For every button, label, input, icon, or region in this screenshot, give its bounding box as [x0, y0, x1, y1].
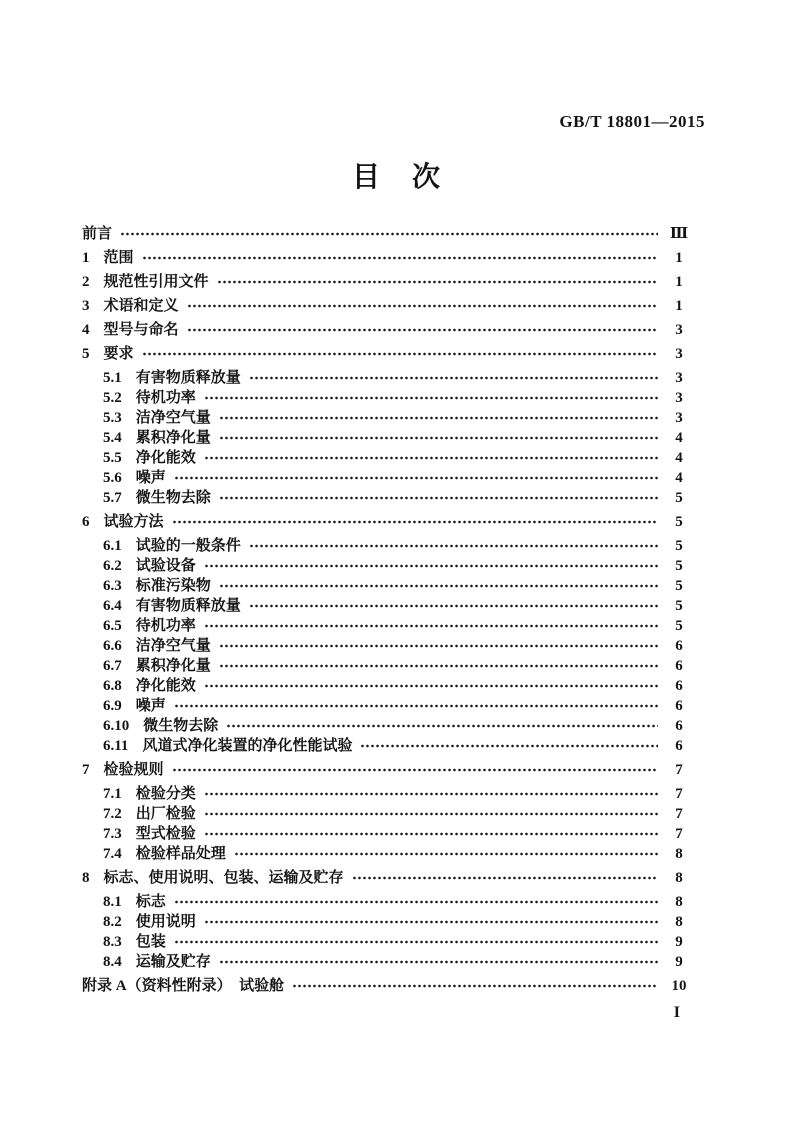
toc-leader-dots [187, 324, 658, 336]
toc-entry-page: 9 [675, 934, 683, 950]
toc-entry-label: 净化能效 [135, 450, 196, 466]
toc-entry-page: Ⅲ [669, 226, 689, 242]
toc-entry-number: 5.7 [103, 490, 122, 506]
toc-leader-dots [219, 492, 658, 504]
toc-leader-dots [204, 680, 658, 692]
toc-entry-label: 标准污染物 [135, 578, 211, 594]
toc-entry [82, 760, 694, 780]
toc-leader-dots [234, 848, 658, 860]
toc-entry-page: 6 [675, 658, 683, 674]
toc-entry-label: 检验样品处理 [135, 846, 226, 862]
toc-entry-page: 5 [675, 618, 683, 634]
toc-entry-page: 4 [675, 450, 683, 466]
toc-leader-dots [204, 828, 658, 840]
toc-entry-number: 8.2 [103, 914, 122, 930]
toc-entry [82, 468, 694, 488]
toc-entry-page: 8 [675, 894, 683, 910]
toc-leader-dots [219, 432, 658, 444]
toc-entry-page: 5 [675, 538, 683, 554]
toc-entry-number: 8.4 [103, 954, 122, 970]
toc-entry-page: 5 [675, 598, 683, 614]
toc-entry-page: 7 [675, 806, 683, 822]
toc-entry [82, 824, 694, 844]
toc-entry-number: 4 [82, 322, 90, 338]
toc-leader-dots [204, 392, 658, 404]
toc-leader-dots [204, 452, 658, 464]
toc-entry-label: 规范性引用文件 [103, 274, 209, 290]
toc-entry-label: 累积净化量 [135, 430, 211, 446]
toc-entry [82, 952, 694, 972]
toc-leader-dots [204, 916, 658, 928]
toc-entry-label: 检验分类 [135, 786, 196, 802]
toc-entry [82, 448, 694, 468]
toc-entry [82, 596, 694, 616]
toc-entry-page: 6 [675, 738, 683, 754]
toc-leader-dots [249, 600, 658, 612]
toc-entry-page: 7 [675, 786, 683, 802]
toc-entry-number: 5 [82, 346, 90, 362]
toc-entry-page: 7 [675, 762, 683, 778]
toc-entry-number: 6.5 [103, 618, 122, 634]
toc-entry-number: 6.1 [103, 538, 122, 554]
toc-entry-page: 6 [675, 678, 683, 694]
toc-entry-page: 4 [675, 430, 683, 446]
toc-entry-number: 6.3 [103, 578, 122, 594]
toc-leader-dots [219, 956, 658, 968]
toc-entry-page: 5 [675, 514, 683, 530]
toc-entry-label: 待机功率 [135, 618, 196, 634]
toc-entry [82, 784, 694, 804]
toc-leader-dots [174, 700, 658, 712]
toc-entry-number: 8.3 [103, 934, 122, 950]
toc-entry [82, 976, 694, 996]
toc-entry-label: 包装 [135, 934, 166, 950]
toc-entry-number: 6.9 [103, 698, 122, 714]
toc-entry-page: 3 [675, 322, 683, 338]
toc-entry-number: 7 [82, 762, 90, 778]
toc-leader-dots [142, 348, 658, 360]
toc-entry [82, 556, 694, 576]
toc-entry-page: 1 [675, 298, 683, 314]
toc-entry-label: 试验设备 [135, 558, 196, 574]
toc-entry-label: 微生物去除 [135, 490, 211, 506]
toc-entry-number: 6.11 [103, 738, 129, 754]
toc-entry-number: 6.6 [103, 638, 122, 654]
toc-entry-number: 3 [82, 298, 90, 314]
toc-entry-number: 6.4 [103, 598, 122, 614]
toc-entry-label: 有害物质释放量 [135, 370, 241, 386]
toc-entry-label: 型号与命名 [103, 322, 179, 338]
toc-entry [82, 296, 694, 316]
toc-entry-number: 7.4 [103, 846, 122, 862]
toc-entry-label: 风道式净化装置的净化性能试验 [142, 738, 353, 754]
toc-leader-dots [120, 228, 658, 240]
toc-entry [82, 932, 694, 952]
toc-entry-number: 8.1 [103, 894, 122, 910]
toc-entry [82, 248, 694, 268]
toc-entry-label: 洁净空气量 [135, 410, 211, 426]
toc-leader-dots [172, 516, 658, 528]
toc-entry-label: 累积净化量 [135, 658, 211, 674]
toc-entry [82, 804, 694, 824]
toc-entry [82, 736, 694, 756]
toc-entry-page: 8 [675, 914, 683, 930]
toc-entry-label: 术语和定义 [103, 298, 179, 314]
toc-entry-label: 标志、使用说明、包装、运输及贮存 [103, 870, 344, 886]
toc-entry-number: 7.3 [103, 826, 122, 842]
toc-entry [82, 320, 694, 340]
toc-entry [82, 488, 694, 508]
toc-entry [82, 536, 694, 556]
toc-entry-page: 4 [675, 470, 683, 486]
toc-leader-dots [219, 640, 658, 652]
toc-entry-number: 5.5 [103, 450, 122, 466]
toc-entry [82, 676, 694, 696]
toc-entry [82, 512, 694, 532]
toc-leader-dots [226, 720, 658, 732]
toc-entry-number: 2 [82, 274, 90, 290]
toc-entry [82, 224, 694, 244]
toc-entry-page: 8 [675, 846, 683, 862]
toc-leader-dots [219, 580, 658, 592]
toc-entry [82, 388, 694, 408]
toc-entry-number: 5.4 [103, 430, 122, 446]
toc-entry-label: 出厂检验 [135, 806, 196, 822]
toc-leader-dots [174, 936, 658, 948]
toc-entry-number: 6.2 [103, 558, 122, 574]
toc-entry [82, 892, 694, 912]
toc-leader-dots [219, 412, 658, 424]
toc-entry-label: 运输及贮存 [135, 954, 211, 970]
standard-code: GB/T 18801—2015 [559, 112, 705, 131]
toc-leader-dots [172, 764, 658, 776]
toc-entry-label: 噪声 [135, 470, 166, 486]
toc-entry-page: 5 [675, 558, 683, 574]
toc-entry-page: 9 [675, 954, 683, 970]
page-title: 目 次 [351, 162, 442, 193]
toc-entry-page: 3 [675, 410, 683, 426]
toc-entry-number: 5.6 [103, 470, 122, 486]
toc-entry-page: 10 [671, 978, 687, 994]
toc-entry-label: 附录 A（资料性附录） 试验舱 [82, 978, 285, 994]
toc-entry-label: 标志 [135, 894, 166, 910]
toc-entry-number: 5.2 [103, 390, 122, 406]
toc-entry-page: 6 [675, 698, 683, 714]
toc-entry-page: 8 [675, 870, 683, 886]
toc-entry-number: 6.10 [103, 718, 130, 734]
toc-entry-number: 6.8 [103, 678, 122, 694]
toc-leader-dots [292, 980, 658, 992]
toc-leader-dots [204, 560, 658, 572]
toc-entry [82, 616, 694, 636]
toc-entry [82, 408, 694, 428]
toc-list [82, 224, 694, 996]
toc-entry [82, 636, 694, 656]
toc-leader-dots [204, 620, 658, 632]
toc-entry [82, 844, 694, 864]
toc-entry-page: 1 [675, 250, 683, 266]
toc-entry [82, 716, 694, 736]
toc-entry-label: 噪声 [135, 698, 166, 714]
toc-entry-label: 试验方法 [103, 514, 164, 530]
toc-entry-label: 使用说明 [135, 914, 196, 930]
toc-entry [82, 868, 694, 888]
page-number: I [673, 1004, 680, 1021]
toc-entry-label: 型式检验 [135, 826, 196, 842]
toc-leader-dots [187, 300, 658, 312]
toc-entry-number: 7.2 [103, 806, 122, 822]
toc-entry-label: 范围 [103, 250, 134, 266]
toc-entry-label: 试验的一般条件 [135, 538, 241, 554]
toc-entry-page: 5 [675, 490, 683, 506]
toc-entry-label: 微生物去除 [143, 718, 219, 734]
toc-entry [82, 428, 694, 448]
toc-leader-dots [249, 540, 658, 552]
toc-entry-number: 6.7 [103, 658, 122, 674]
toc-entry-number: 8 [82, 870, 90, 886]
toc-entry [82, 696, 694, 716]
toc-entry-page: 7 [675, 826, 683, 842]
toc-entry [82, 272, 694, 292]
toc-entry-page: 3 [675, 346, 683, 362]
toc-entry [82, 344, 694, 364]
toc-entry-number: 5.1 [103, 370, 122, 386]
toc-leader-dots [142, 252, 658, 264]
toc-entry [82, 912, 694, 932]
toc-entry-page: 3 [675, 390, 683, 406]
toc-leader-dots [174, 472, 658, 484]
toc-entry-label: 要求 [103, 346, 134, 362]
toc-entry-label: 检验规则 [103, 762, 164, 778]
toc-leader-dots [217, 276, 658, 288]
toc-entry-label: 净化能效 [135, 678, 196, 694]
toc-entry-label: 洁净空气量 [135, 638, 211, 654]
toc-entry-label: 有害物质释放量 [135, 598, 241, 614]
toc-leader-dots [249, 372, 658, 384]
toc-entry-label: 待机功率 [135, 390, 196, 406]
toc-leader-dots [352, 872, 658, 884]
toc-entry-page: 3 [675, 370, 683, 386]
toc-leader-dots [204, 808, 658, 820]
toc-entry-number: 5.3 [103, 410, 122, 426]
toc-entry-number: 1 [82, 250, 90, 266]
toc-entry-number: 7.1 [103, 786, 122, 802]
toc-leader-dots [204, 788, 658, 800]
toc-leader-dots [360, 740, 658, 752]
toc-entry [82, 576, 694, 596]
toc-entry-page: 6 [675, 638, 683, 654]
toc-entry-number: 6 [82, 514, 90, 530]
toc-entry-label: 前言 [82, 226, 113, 242]
toc-entry-page: 6 [675, 718, 683, 734]
toc-entry-page: 5 [675, 578, 683, 594]
toc-entry [82, 656, 694, 676]
toc-leader-dots [174, 896, 658, 908]
toc-entry [82, 368, 694, 388]
toc-leader-dots [219, 660, 658, 672]
toc-entry-page: 1 [675, 274, 683, 290]
